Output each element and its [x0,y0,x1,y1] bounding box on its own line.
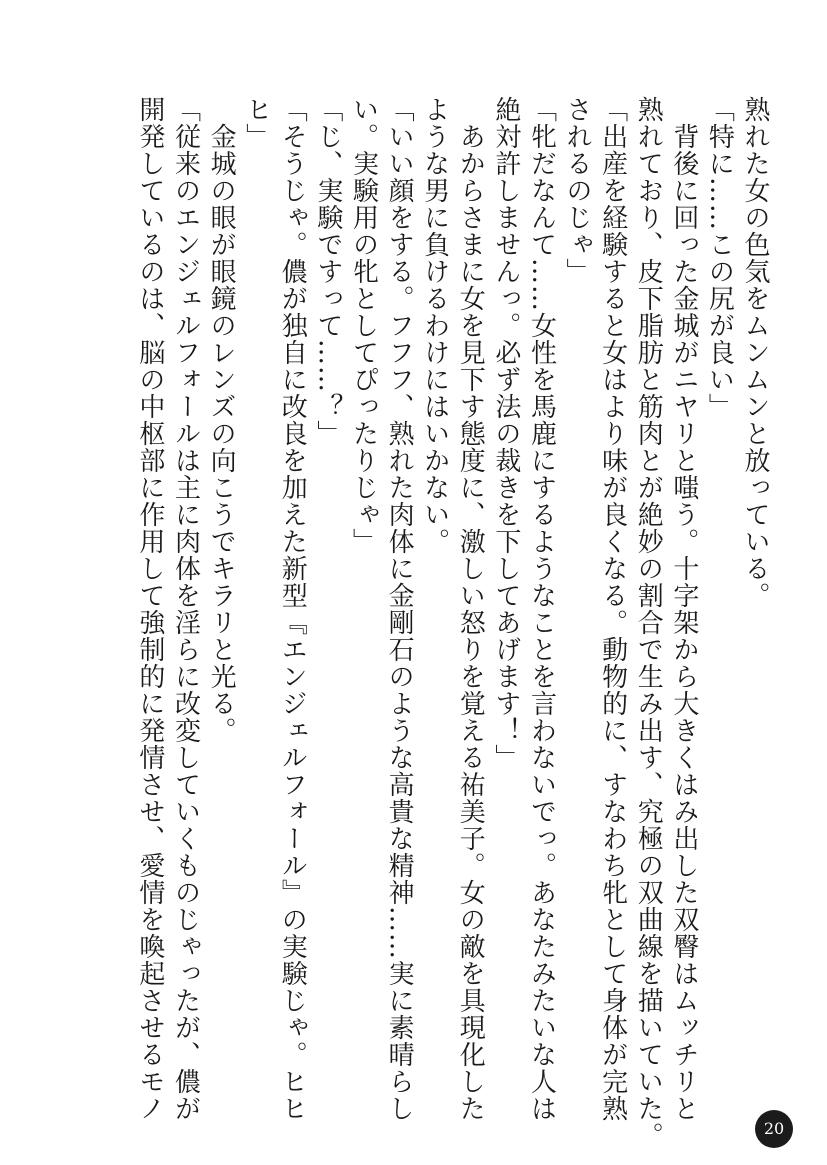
text-line: 「いい顔をする。フフフ、熟れた肉体に金剛石のような高貴な精神……実に素晴らし [384,96,415,1122]
vertical-text-block [112,96,772,1149]
text-line: 金城の眼が眼鏡のレンズの向こうでキラリと光る。 [206,96,237,744]
text-line: 「牝だなんて……女性を馬鹿にするようなことを言わないでっ。あなたみたいな人は [526,96,557,1122]
text-line: ヒ」 [241,96,272,150]
text-line: ような男に負けるわけにはいかない。 [419,96,450,555]
text-line: 開発しているのは、脳の中枢部に作用して強制的に発情させ、愛情を喚起させるモノ [134,96,165,1122]
text-line: 「出産を経験すると女はより味が良くなる。動物的に、すなわち牝として身体が完熟 [597,96,628,1122]
text-line: あからさまに女を見下す態度に、激しい怒りを覚える祐美子。女の敵を具現化した [455,96,486,1122]
page-number-badge: 20 [755,1110,793,1148]
text-line: 「従来のエンジェルフォールは主に肉体を淫らに改変していくものじゃったが、儂が [170,96,201,1122]
text-line: い。実験用の牝としてぴったりじゃ」 [348,96,379,555]
text-line: 背後に回った金城がニヤリと嗤う。十字架から大きくはみ出した双臀はムッチリと [668,96,699,1122]
text-line: 熟れており、皮下脂肪と筋肉とが絶妙の割合で生み出す、究極の双曲線を描いていた。 [633,96,664,1149]
text-line: 「じ、実験ですって……？」 [312,96,343,447]
text-line: 絶対許しませんっ。必ず法の裁きを下してあげます！」 [490,96,521,771]
text-line: 「そうじゃ。儂が独自に改良を加えた新型『エンジェルフォール』の実験じゃ。ヒヒ [277,96,308,1122]
text-line: 熟れた女の色気をムンムンと放っている。 [740,96,770,609]
text-line: されるのじゃ」 [562,96,593,285]
text-line: 「特に……この尻が良い」 [704,96,735,420]
